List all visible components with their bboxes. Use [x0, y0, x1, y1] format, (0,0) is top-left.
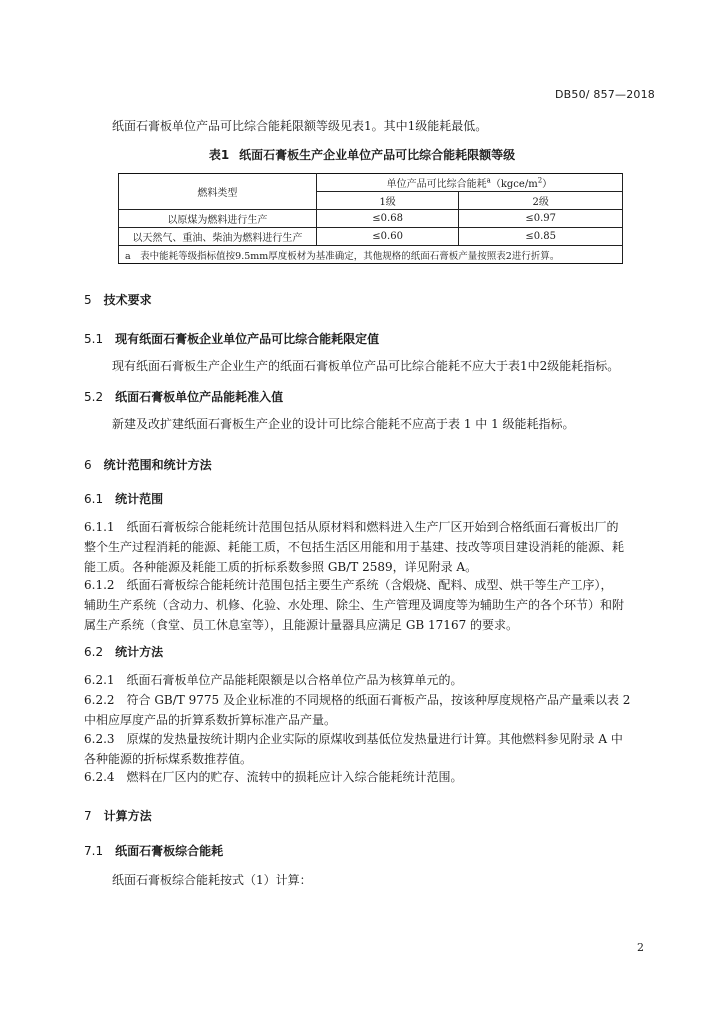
table-note-row	[119, 246, 623, 264]
fuel-type-header: 燃料类型	[119, 174, 317, 210]
section-5-1-heading	[84, 329, 379, 349]
section-title: 统计范围和统计方法	[103, 458, 212, 472]
section-number: 6	[84, 458, 92, 472]
level1-value: ≤0.60	[316, 228, 459, 246]
clause-line: 中相应厚度产品的折算系数折算标准产品产量。	[84, 713, 337, 727]
section-5-heading	[84, 290, 152, 310]
clause-6-1-1	[84, 517, 656, 577]
energy-unit-close: ）	[542, 179, 553, 190]
table-caption	[0, 146, 724, 163]
energy-header-label: 单位产品可比综合能耗	[386, 179, 487, 190]
clause-6-1-2	[84, 575, 656, 635]
table-row	[119, 210, 623, 228]
level2-value: ≤0.97	[459, 210, 623, 228]
section-title: 技术要求	[103, 293, 152, 307]
section-title: 纸面石膏板单位产品能耗准入值	[115, 390, 284, 404]
energy-limit-table	[118, 173, 623, 264]
clause-line: 6.1.1 纸面石膏板综合能耗统计范围包括从原材料和燃料进入生产厂区开始到合格纸面石膏板出厂的	[84, 520, 619, 534]
section-number: 5	[84, 293, 92, 307]
energy-unit: （kgce/m	[490, 179, 538, 190]
clause-line: 辅助生产系统（含动力、机修、化验、水处理、除尘、生产管理及调度等为辅助生产的各个环节）和附	[84, 598, 625, 612]
level1-value: ≤0.68	[316, 210, 459, 228]
clause-line: 各种能源的折标煤系数推荐值。	[84, 752, 253, 766]
section-number: 6.1	[84, 492, 104, 506]
table-number: 表1	[208, 148, 230, 162]
level2-value: ≤0.85	[459, 228, 623, 246]
section-title: 统计范围	[115, 492, 164, 506]
section-5-2-text: 新建及改扩建纸面石膏板生产企业的设计可比综合能耗不应高于表 1 中 1 级能耗指标。	[112, 417, 575, 431]
fuel-type-cell: 以天然气、重油、柴油为燃料进行生产	[119, 228, 317, 246]
table-footnote: a 表中能耗等级指标值按9.5mm厚度板材为基准确定，其他规格的纸面石膏板产量按照表2进行折算。	[119, 246, 623, 264]
page-number: 2	[637, 941, 644, 954]
energy-unit-exponent: 2	[537, 176, 543, 185]
energy-header	[316, 174, 622, 192]
clause-line: 6.2.1 纸面石膏板单位产品能耗限额是以合格单位产品为核算单元的。	[84, 673, 463, 687]
clause-line: 整个生产过程消耗的能源、耗能工质，不包括生活区用能和用于基建、技改等项目建设消耗的能源、耗	[84, 540, 625, 554]
section-6-2-heading	[84, 642, 163, 662]
clause-line: 属生产系统（食堂、员工休息室等），且能源计量器具应满足 GB 17167 的要求。	[84, 618, 519, 632]
clause-line: 6.2.2 符合 GB/T 9775 及企业标准的不同规格的纸面石膏板产品，按该种厚度规格产品产量乘以表 2	[84, 693, 631, 707]
section-number: 7	[84, 809, 92, 823]
section-7-1-heading	[84, 841, 223, 861]
clause-line: 能工质。各种能源及耗能工质的折标系数参照 GB/T 2589，详见附录 A。	[84, 560, 478, 574]
section-7-heading	[84, 806, 152, 826]
table-header-row	[119, 174, 623, 192]
level2-header: 2级	[459, 192, 623, 210]
section-title: 现有纸面石膏板企业单位产品可比综合能耗限定值	[115, 332, 380, 346]
level1-header: 1级	[316, 192, 459, 210]
clause-line: 6.2.3 原煤的发热量按统计期内企业实际的原煤收到基低位发热量进行计算。其他燃料参见附录 A 中	[84, 732, 623, 746]
section-6-heading	[84, 455, 212, 475]
table-title: 纸面石膏板生产企业单位产品可比综合能耗限额等级	[239, 148, 516, 162]
section-number: 5.2	[84, 390, 104, 404]
clause-line: 6.2.4 燃料在厂区内的贮存、流转中的损耗应计入综合能耗统计范围。	[84, 770, 463, 784]
clause-6-2-2	[84, 690, 656, 730]
section-number: 6.2	[84, 645, 104, 659]
clause-6-2-3	[84, 729, 656, 769]
document-code: DB50/ 857—2018	[554, 88, 655, 101]
clause-6-2-1	[84, 670, 656, 690]
energy-header-footnote-mark: a	[486, 176, 491, 185]
section-7-1-text: 纸面石膏板综合能耗按式（1）计算：	[112, 873, 312, 887]
clause-6-2-4	[84, 767, 656, 787]
section-5-1-text: 现有纸面石膏板生产企业生产的纸面石膏板单位产品可比综合能耗不应大于表1中2级能耗指标。	[112, 359, 620, 373]
section-title: 纸面石膏板综合能耗	[115, 844, 224, 858]
intro-paragraph: 纸面石膏板单位产品可比综合能耗限额等级见表1。其中1级能耗最低。	[112, 119, 488, 133]
fuel-type-cell: 以原煤为燃料进行生产	[119, 210, 317, 228]
section-number: 7.1	[84, 844, 104, 858]
header-rule	[84, 106, 655, 107]
table-row	[119, 228, 623, 246]
section-title: 计算方法	[103, 809, 152, 823]
clause-line: 6.1.2 纸面石膏板综合能耗统计范围包括主要生产系统（含煅烧、配料、成型、烘干等生产工序），	[84, 578, 613, 592]
section-5-2-heading	[84, 387, 283, 407]
section-title: 统计方法	[115, 645, 164, 659]
section-number: 5.1	[84, 332, 104, 346]
section-6-1-heading	[84, 489, 163, 509]
